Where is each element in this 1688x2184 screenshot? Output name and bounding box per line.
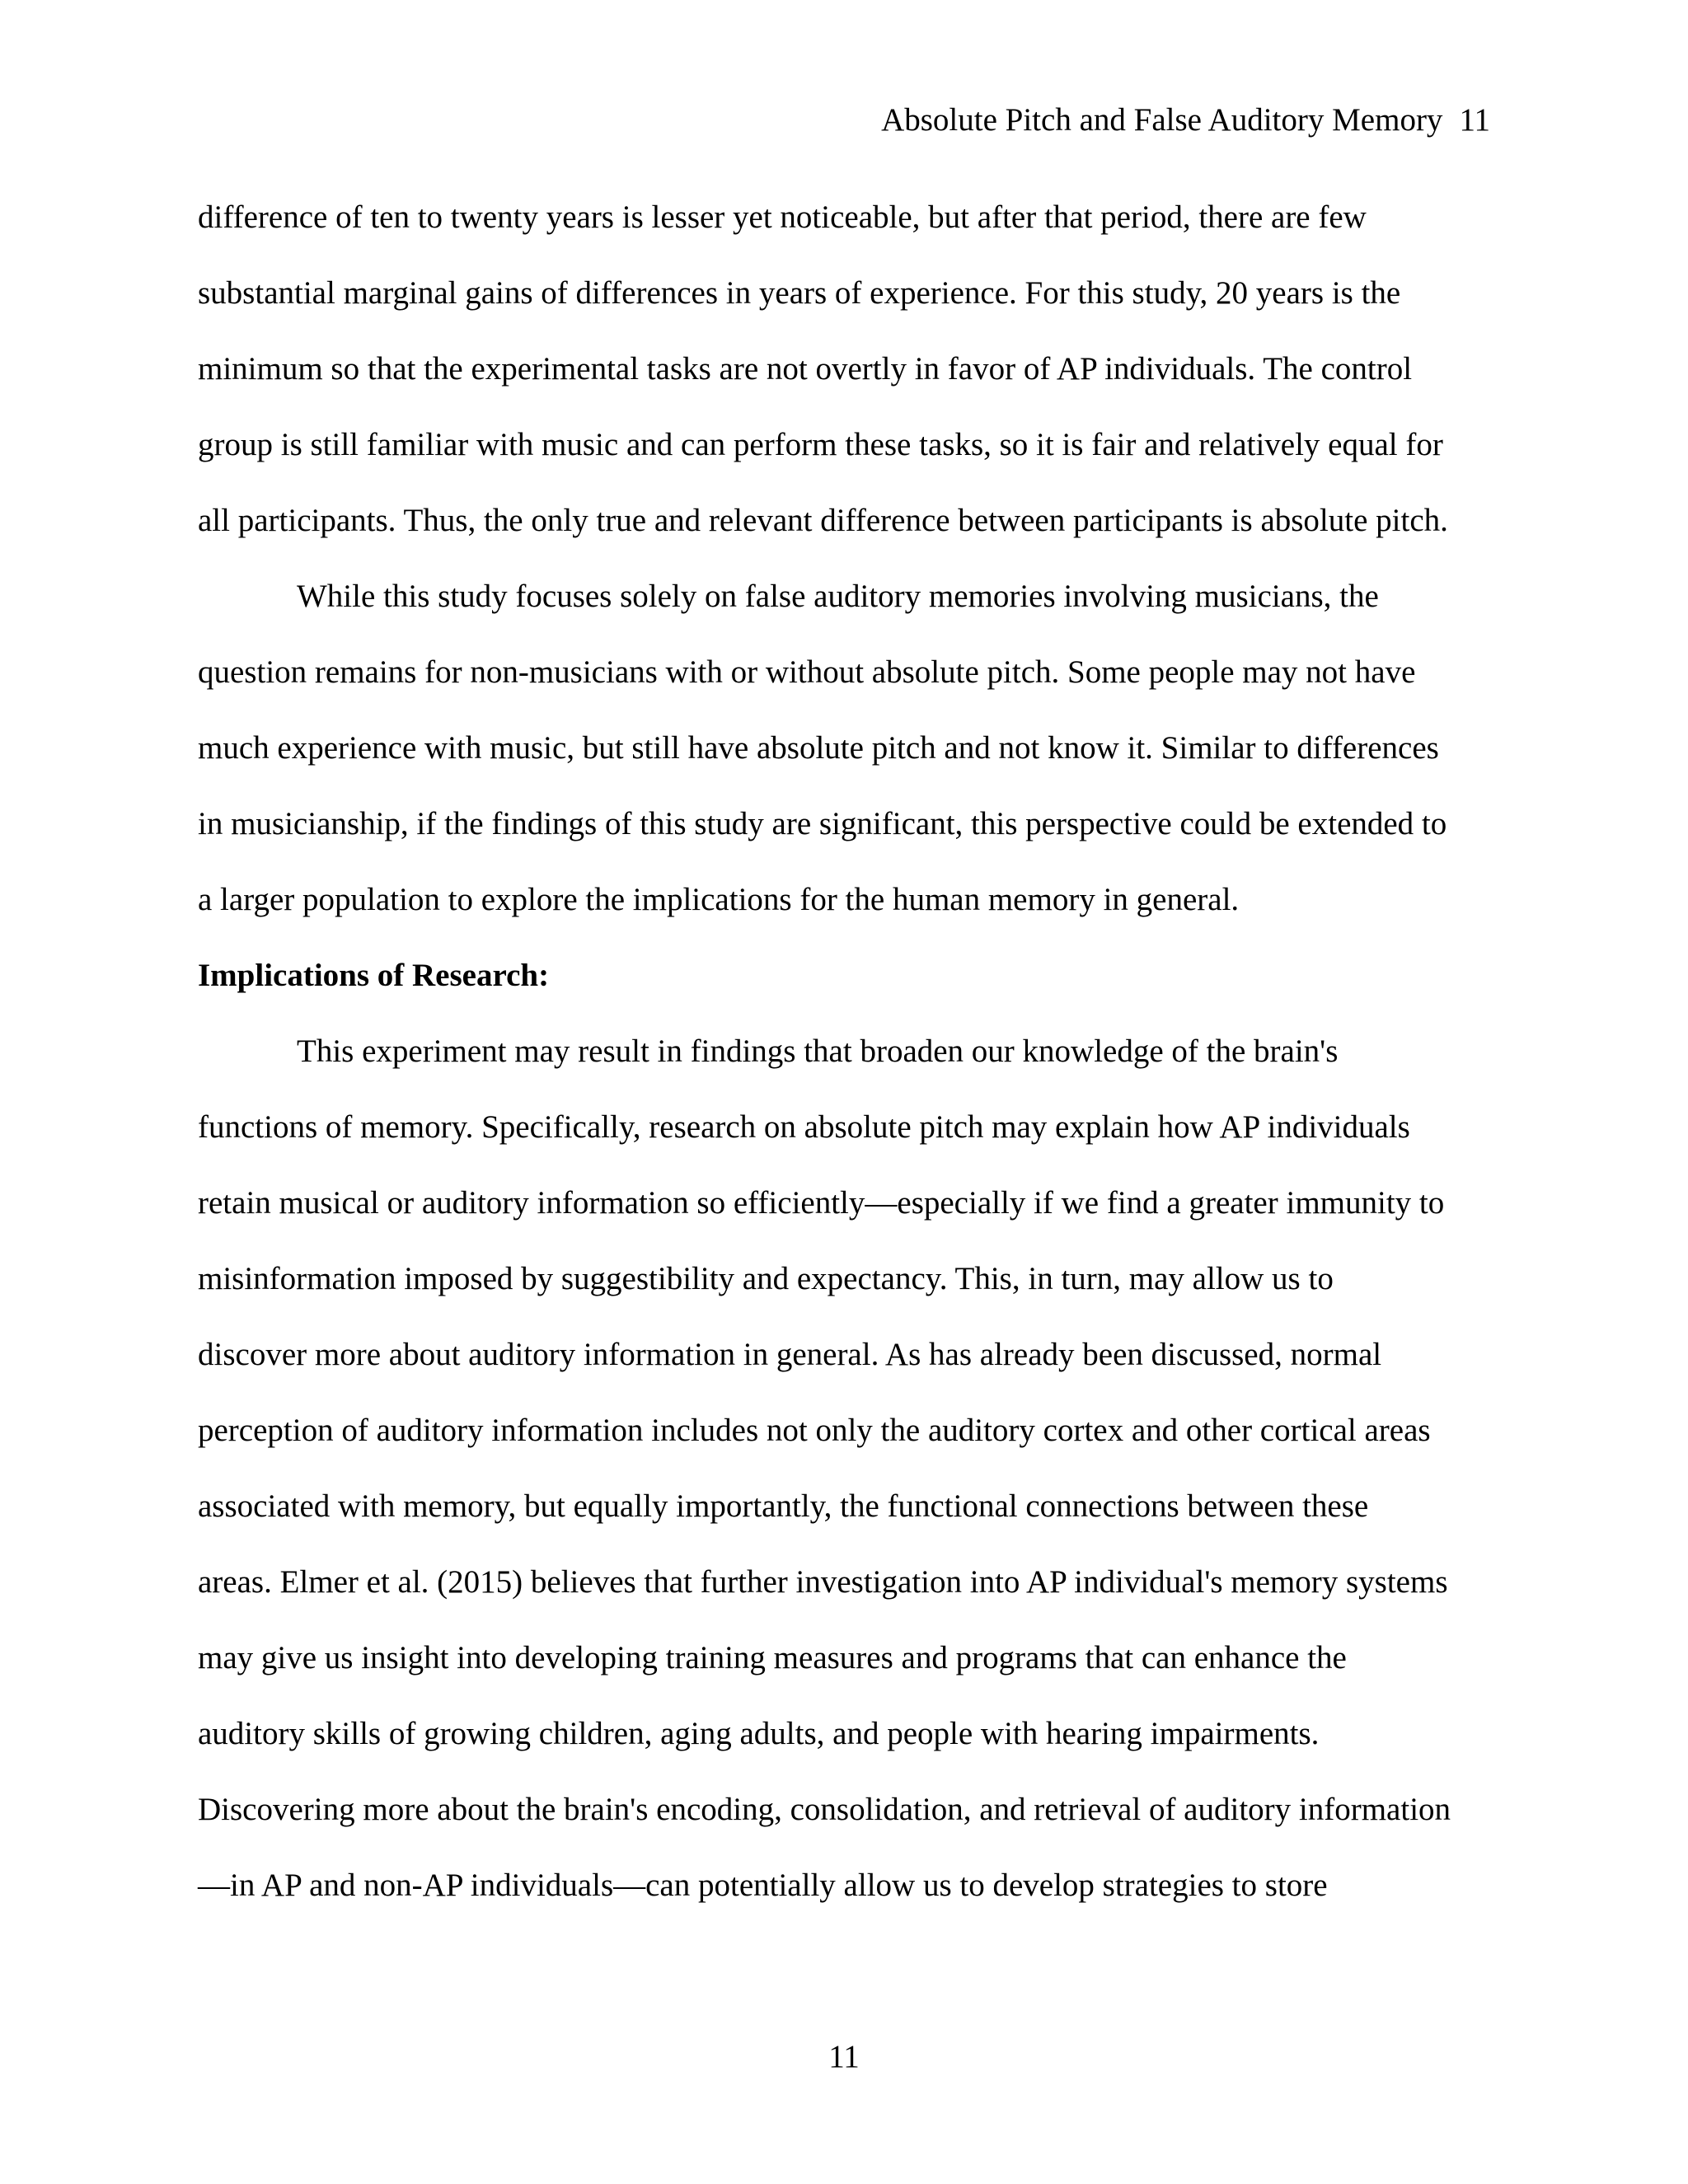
text-line: minimum so that the experimental tasks are not overtly in favor of AP individuals. The control xyxy=(198,351,1413,387)
body-text xyxy=(198,194,1490,1938)
paragraph-first-line: While this study focuses solely on false auditory memories involving musicians, the xyxy=(297,579,1379,614)
running-head-page-number: 11 xyxy=(1459,102,1490,138)
text-line: areas. Elmer et al. (2015) believes that further investigation into AP individual's memory systems xyxy=(198,1564,1448,1600)
text-line: all participants. Thus, the only true and relevant difference between participants is absolute pitch. xyxy=(198,503,1448,538)
text-line: group is still familiar with music and can perform these tasks, so it is fair and relatively equal for xyxy=(198,427,1443,462)
text-line: retain musical or auditory information so efficiently—especially if we find a greater immunity to xyxy=(198,1185,1445,1221)
footer-page-number: 11 xyxy=(828,2039,860,2074)
text-line: question remains for non-musicians with or without absolute pitch. Some people may not have xyxy=(198,654,1416,690)
running-head xyxy=(881,97,1490,143)
text-line: auditory skills of growing children, aging adults, and people with hearing impairments. xyxy=(198,1716,1320,1751)
section-heading: Implications of Research: xyxy=(198,958,550,993)
text-line: functions of memory. Specifically, research on absolute pitch may explain how AP individuals xyxy=(198,1109,1410,1145)
text-line: difference of ten to twenty years is lesser yet noticeable, but after that period, there are few xyxy=(198,199,1367,235)
paragraph-first-line: This experiment may result in findings that broaden our knowledge of the brain's xyxy=(297,1033,1339,1069)
text-line: discover more about auditory information in general. As has already been discussed, normal xyxy=(198,1337,1382,1372)
text-line: substantial marginal gains of differences in years of experience. For this study, 20 years is the xyxy=(198,275,1401,311)
text-line: may give us insight into developing training measures and programs that can enhance the xyxy=(198,1640,1347,1675)
text-line: a larger population to explore the implications for the human memory in general. xyxy=(198,882,1240,917)
text-line: Discovering more about the brain's encoding, consolidation, and retrieval of auditory information xyxy=(198,1792,1451,1827)
text-line: associated with memory, but equally importantly, the functional connections between these xyxy=(198,1488,1369,1524)
text-line: misinformation imposed by suggestibility and expectancy. This, in turn, may allow us to xyxy=(198,1261,1334,1296)
text-line: in musicianship, if the findings of this study are significant, this perspective could be extended to xyxy=(198,806,1447,841)
text-line: —in AP and non-AP individuals—can potentially allow us to develop strategies to store xyxy=(198,1868,1328,1903)
text-line: much experience with music, but still have absolute pitch and not know it. Similar to differences xyxy=(198,730,1439,766)
text-line: perception of auditory information includes not only the auditory cortex and other cortical areas xyxy=(198,1413,1431,1448)
running-head-title: Absolute Pitch and False Auditory Memory xyxy=(881,102,1443,138)
